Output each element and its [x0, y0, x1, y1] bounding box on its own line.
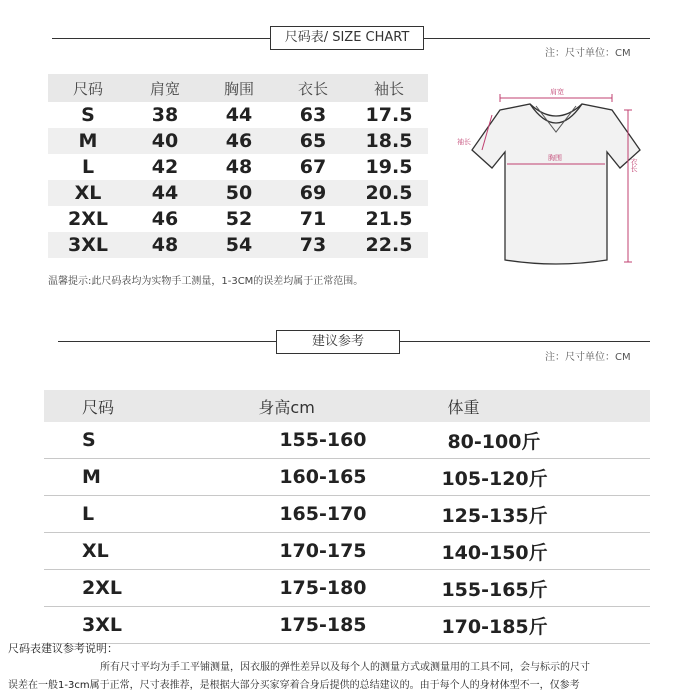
shoulder-label: 肩宽 — [550, 88, 564, 96]
cell-chest: 54 — [225, 234, 253, 256]
cell-shoulder: 48 — [151, 234, 179, 256]
header-weight: 体重 — [427, 390, 650, 422]
cell-height: 155-160 — [218, 422, 427, 459]
cell-size: 3XL — [44, 607, 218, 644]
table-row — [44, 459, 650, 496]
recommend-table — [44, 390, 650, 644]
table-row — [44, 607, 650, 644]
table-row — [48, 180, 428, 206]
cell-height: 170-175 — [218, 533, 427, 570]
cell-weight: 80-100斤 — [427, 422, 650, 459]
table-row — [44, 422, 650, 459]
header-shoulder: 肩宽 — [149, 79, 180, 98]
cell-weight: 140-150斤 — [427, 533, 650, 570]
cell-shoulder: 40 — [151, 130, 179, 152]
cell-shoulder: 46 — [151, 208, 179, 230]
cell-shoulder: 42 — [151, 156, 179, 178]
cell-size: M — [44, 459, 218, 496]
recommend-header-row — [44, 390, 650, 422]
cell-weight: 155-165斤 — [427, 570, 650, 607]
size-chart-title: 尺码表/ SIZE CHART — [270, 26, 424, 50]
table-row — [48, 232, 428, 258]
table-row — [48, 154, 428, 180]
cell-chest: 44 — [225, 104, 253, 126]
cell-sleeve: 22.5 — [365, 234, 413, 256]
cell-length: 65 — [299, 130, 327, 152]
cell-sleeve: 19.5 — [365, 156, 413, 178]
cell-length: 71 — [299, 208, 327, 230]
size-chart-unit-note: 注：尺寸单位：CM — [545, 48, 631, 59]
cell-height: 165-170 — [218, 496, 427, 533]
cell-size: XL — [74, 182, 102, 204]
cell-chest: 50 — [225, 182, 253, 204]
cell-height: 175-185 — [218, 607, 427, 644]
sleeve-label: 袖长 — [457, 138, 471, 146]
cell-size: XL — [44, 533, 218, 570]
cell-shoulder: 44 — [151, 182, 179, 204]
cell-size: 3XL — [68, 234, 108, 256]
header-sleeve: 袖长 — [373, 79, 404, 98]
cell-length: 63 — [299, 104, 327, 126]
cell-sleeve: 18.5 — [365, 130, 413, 152]
cell-length: 67 — [299, 156, 327, 178]
remarks-line-1: 所有尺寸平均为手工平铺测量，因衣服的弹性差异以及每个人的测量方式或测量用的工具不同，会与标示的尺寸 — [100, 662, 590, 673]
header-height: 身高cm — [218, 390, 427, 422]
cell-chest: 48 — [225, 156, 253, 178]
cell-size: L — [44, 496, 218, 533]
cell-chest: 46 — [225, 130, 253, 152]
remarks-heading: 尺码表建议参考说明： — [8, 642, 118, 655]
table-row — [48, 206, 428, 232]
cell-size: L — [81, 156, 95, 178]
size-chart-header-row — [48, 74, 428, 102]
cell-size: S — [44, 422, 218, 459]
cell-length: 69 — [299, 182, 327, 204]
size-chart-table — [48, 74, 428, 258]
cell-length: 73 — [299, 234, 327, 256]
table-row — [48, 102, 428, 128]
cell-size: 2XL — [44, 570, 218, 607]
cell-weight: 105-120斤 — [427, 459, 650, 496]
header-size: 尺码 — [44, 390, 218, 422]
cell-sleeve: 20.5 — [365, 182, 413, 204]
header-length: 衣长 — [297, 79, 328, 98]
cell-weight: 125-135斤 — [427, 496, 650, 533]
cell-chest: 52 — [225, 208, 253, 230]
shirt-diagram — [452, 80, 662, 280]
cell-sleeve: 17.5 — [365, 104, 413, 126]
cell-sleeve: 21.5 — [365, 208, 413, 230]
table-row — [44, 533, 650, 570]
cell-height: 160-165 — [218, 459, 427, 496]
shirt-outline — [472, 104, 640, 264]
remarks-line-2: 误差在一般1-3cm属于正常，尺寸表推荐，是根据大部分买家穿着合身后提供的总结建议的。由于每个人的身材体型不一，仅参考 — [8, 680, 580, 691]
length-label: 衣长 — [630, 158, 638, 172]
header-chest: 胸围 — [223, 79, 254, 98]
table-row — [48, 128, 428, 154]
recommend-title: 建议参考 — [276, 330, 400, 354]
size-chart-tip: 温馨提示:此尺码表均为实物手工测量，1-3CM的误差均属于正常范围。 — [48, 276, 364, 287]
header-size: 尺码 — [72, 79, 103, 98]
recommend-unit-note: 注：尺寸单位：CM — [545, 352, 631, 363]
chest-label: 胸围 — [548, 154, 562, 162]
cell-size: S — [81, 104, 95, 126]
table-row — [44, 570, 650, 607]
table-row — [44, 496, 650, 533]
cell-size: 2XL — [68, 208, 108, 230]
cell-weight: 170-185斤 — [427, 607, 650, 644]
cell-size: M — [78, 130, 98, 152]
cell-shoulder: 38 — [151, 104, 179, 126]
cell-height: 175-180 — [218, 570, 427, 607]
